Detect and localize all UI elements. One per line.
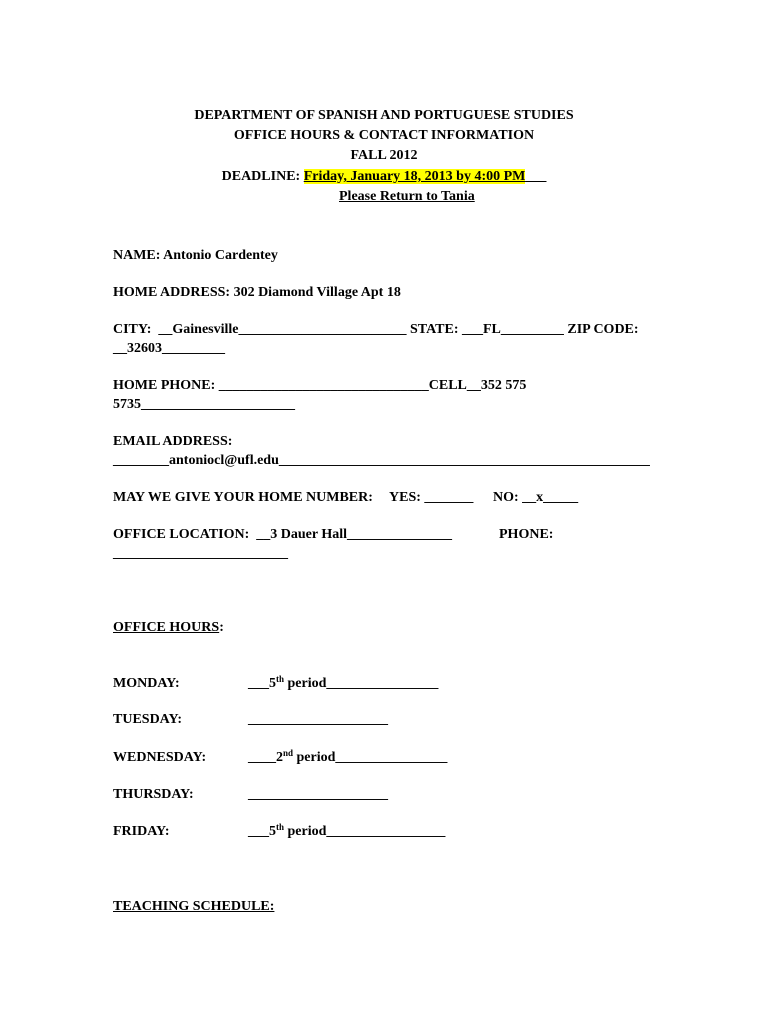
hours-wednesday-pre: ____2 (248, 750, 283, 765)
hours-monday-sup: th (276, 674, 285, 684)
day-label-thursday: THURSDAY: (113, 787, 194, 802)
home-address-field: HOME ADDRESS: 302 Diamond Village Apt 18 (113, 285, 401, 300)
hours-friday-pre: ___5 (248, 824, 276, 839)
office-location-field: OFFICE LOCATION: __3 Dauer Hall_______________ (113, 527, 452, 542)
office-phone-label: PHONE: (499, 527, 554, 542)
zip-code-value: __32603_________ (113, 341, 225, 356)
hours-wednesday-sup: nd (283, 748, 294, 758)
hours-monday (248, 675, 438, 693)
hours-friday-sup: th (276, 822, 285, 832)
day-label-monday: MONDAY: (113, 676, 180, 691)
email-label: EMAIL ADDRESS: (113, 434, 233, 449)
deadline-date: Friday, January 18, 2013 by 4:00 PM (303, 169, 526, 184)
hours-tuesday: ____________________ (248, 712, 388, 727)
department-title: DEPARTMENT OF SPANISH AND PORTUGUESE STUDIES (194, 108, 574, 123)
city-state-zip-field: CITY: __Gainesville________________________ STATE: ___FL_________ ZIP CODE: (113, 322, 639, 337)
teaching-schedule-heading-text: TEACHING SCHEDULE: (113, 899, 275, 914)
home-number-question: MAY WE GIVE YOUR HOME NUMBER: (113, 490, 373, 505)
return-note-text: Please Return to Tania (339, 189, 475, 204)
day-label-friday: FRIDAY: (113, 824, 170, 839)
hours-monday-pre: ___5 (248, 676, 276, 691)
office-hours-heading-text: OFFICE HOURS (113, 620, 220, 635)
hours-wednesday (248, 749, 447, 767)
email-value: ________antoniocl@ufl.edu_____________________________________________________ (113, 453, 650, 468)
term-label: FALL 2012 (350, 148, 418, 163)
hours-friday (248, 823, 445, 841)
name-field: NAME: Antonio Cardentey (113, 248, 278, 263)
day-label-tuesday: TUESDAY: (113, 712, 182, 727)
home-number-yes: YES: _______ (389, 490, 474, 505)
home-phone-field: HOME PHONE: ______________________________CELL__352 575 (113, 378, 527, 393)
cell-phone-continued: 5735______________________ (113, 397, 295, 412)
hours-monday-post: period________________ (284, 676, 439, 691)
form-subtitle: OFFICE HOURS & CONTACT INFORMATION (233, 128, 535, 143)
day-label-wednesday: WEDNESDAY: (113, 750, 207, 765)
return-note (339, 188, 475, 206)
office-hours-heading (113, 619, 224, 637)
hours-friday-post: period_________________ (284, 824, 446, 839)
hours-wednesday-post: period________________ (293, 750, 448, 765)
deadline-line (0, 168, 768, 186)
office-hours-heading-colon: : (219, 620, 224, 635)
teaching-schedule-heading (113, 898, 274, 916)
deadline-label: DEADLINE: (221, 169, 304, 184)
deadline-underline: ___ (525, 169, 547, 184)
office-phone-blank: _________________________ (113, 546, 288, 561)
hours-thursday: ____________________ (248, 787, 388, 802)
home-number-no: NO: __x_____ (493, 490, 579, 505)
